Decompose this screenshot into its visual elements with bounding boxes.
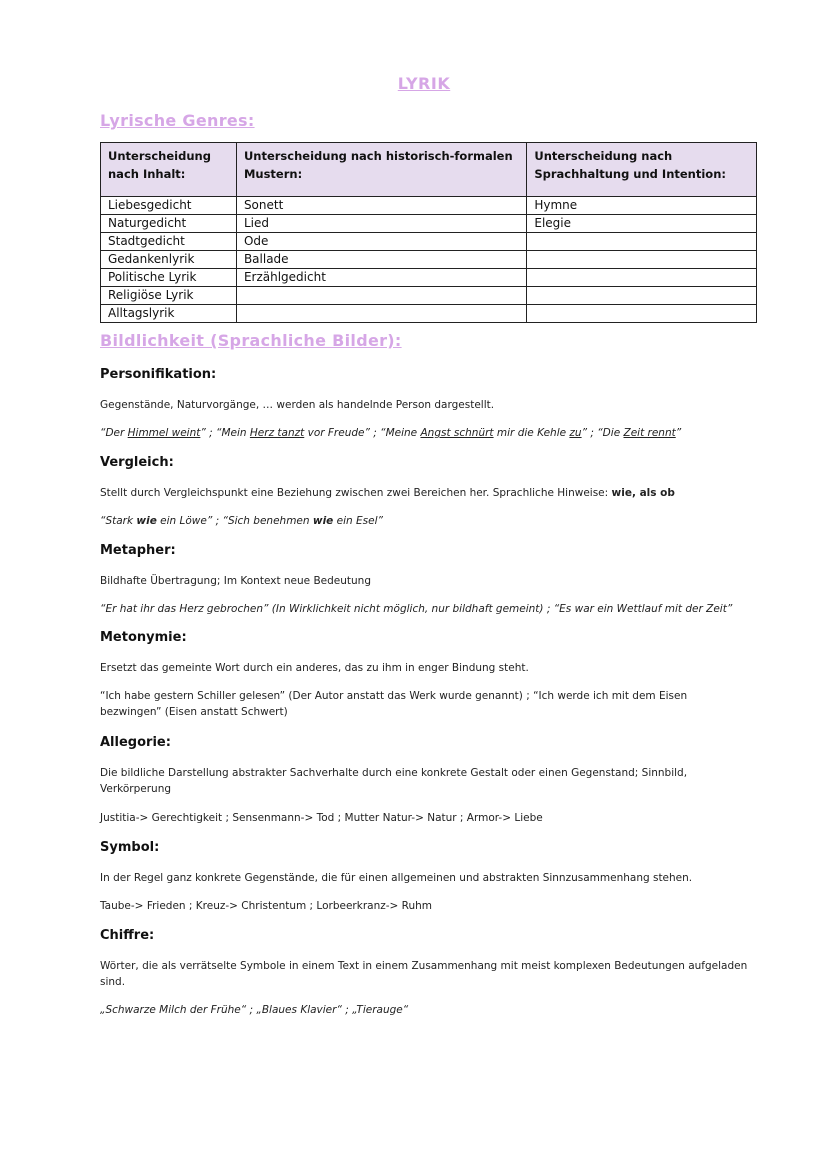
term-metapher: Metapher: (100, 543, 176, 558)
example-vergleich: “Stark wie ein Löwe” ; “Sich benehmen wie ein Esel” (100, 515, 383, 527)
table-cell: Stadtgedicht (101, 233, 237, 251)
table-row (101, 305, 757, 323)
term-vergleich: Vergleich: (100, 455, 174, 470)
table-row (101, 197, 757, 215)
example-metapher: “Er hat ihr das Herz gebrochen” (In Wirklichkeit nicht möglich, nur bildhaft gemeint) ; “Es war ein Wettlauf mit der Zeit” (100, 603, 733, 615)
table-cell (527, 287, 757, 305)
table-cell: Erzählgedicht (236, 269, 526, 287)
definition-chiffre: Wörter, die als verrätselte Symbole in einem Text in einem Zusammenhang mit meist komplexen Bedeutungen aufgeladen sind. (100, 960, 748, 988)
table-cell (236, 305, 526, 323)
definition-vergleich: Stellt durch Vergleichspunkt eine Beziehung zwischen zwei Bereichen her. Sprachliche Hinweise: wie, als ob (100, 487, 675, 499)
table-cell (527, 251, 757, 269)
example-allegorie: Justitia-> Gerechtigkeit ; Sensenmann-> Tod ; Mutter Natur-> Natur ; Armor-> Liebe (100, 812, 543, 824)
example-chiffre: „Schwarze Milch der Frühe“ ; „Blaues Klavier“ ; „Tierauge“ (100, 1004, 409, 1016)
table-row (101, 269, 757, 287)
example-metonymie: “Ich habe gestern Schiller gelesen” (Der Autor anstatt das Werk wurde genannt) ; “Ich werde ich mit dem Eisen bezwingen” (Eisen anstatt Schwert) (100, 690, 688, 718)
definition-symbol: In der Regel ganz konkrete Gegenstände, die für einen allgemeinen und abstrakten Sinnzusammenhang stehen. (100, 872, 693, 884)
table-cell: Sonett (236, 197, 526, 215)
term-personifikation: Personifikation: (100, 367, 217, 382)
term-allegorie: Allegorie: (100, 735, 171, 750)
definition-personifikation: Gegenstände, Naturvorgänge, … werden als handelnde Person dargestellt. (100, 399, 495, 411)
example-personifikation: “Der Himmel weint” ; “Mein Herz tanzt vor Freude” ; “Meine Angst schnürt mir die Kehle zu” ; “Die Zeit rennt” (100, 427, 682, 439)
genres-heading: Lyrische Genres: (100, 111, 255, 130)
table-row (101, 287, 757, 305)
table-cell (527, 305, 757, 323)
table-header-row (101, 143, 757, 197)
table-header-cell: Unterscheidung nach Sprachhaltung und Intention: (527, 143, 757, 197)
table-cell: Ode (236, 233, 526, 251)
term-metonymie: Metonymie: (100, 630, 187, 645)
table-cell: Religiöse Lyrik (101, 287, 237, 305)
definition-metonymie: Ersetzt das gemeinte Wort durch ein anderes, das zu ihm in enger Bindung steht. (100, 662, 529, 674)
table-cell (527, 233, 757, 251)
table-cell: Politische Lyrik (101, 269, 237, 287)
table-cell: Gedankenlyrik (101, 251, 237, 269)
table-cell (236, 287, 526, 305)
term-chiffre: Chiffre: (100, 928, 155, 943)
page-title: LYRIK (397, 74, 451, 93)
genres-table (100, 142, 757, 323)
table-cell (527, 269, 757, 287)
table-cell: Liebesgedicht (101, 197, 237, 215)
term-symbol: Symbol: (100, 840, 160, 855)
definition-metapher: Bildhafte Übertragung; Im Kontext neue Bedeutung (100, 575, 371, 587)
example-symbol: Taube-> Frieden ; Kreuz-> Christentum ; Lorbeerkranz-> Ruhm (100, 900, 433, 912)
table-header-cell: Unterscheidung nach historisch-formalen Mustern: (236, 143, 526, 197)
table-cell: Elegie (527, 215, 757, 233)
table-cell: Ballade (236, 251, 526, 269)
table-cell: Naturgedicht (101, 215, 237, 233)
definition-allegorie: Die bildliche Darstellung abstrakter Sachverhalte durch eine konkrete Gestalt oder einen Gegenstand; Sinnbild, Verkörperung (100, 767, 688, 795)
table-cell: Alltagslyrik (101, 305, 237, 323)
table-row (101, 233, 757, 251)
table-row (101, 251, 757, 269)
bildlichkeit-heading: Bildlichkeit (Sprachliche Bilder): (100, 331, 402, 350)
table-header-cell: Unterscheidung nach Inhalt: (101, 143, 237, 197)
table-row (101, 215, 757, 233)
table-cell: Lied (236, 215, 526, 233)
table-cell: Hymne (527, 197, 757, 215)
